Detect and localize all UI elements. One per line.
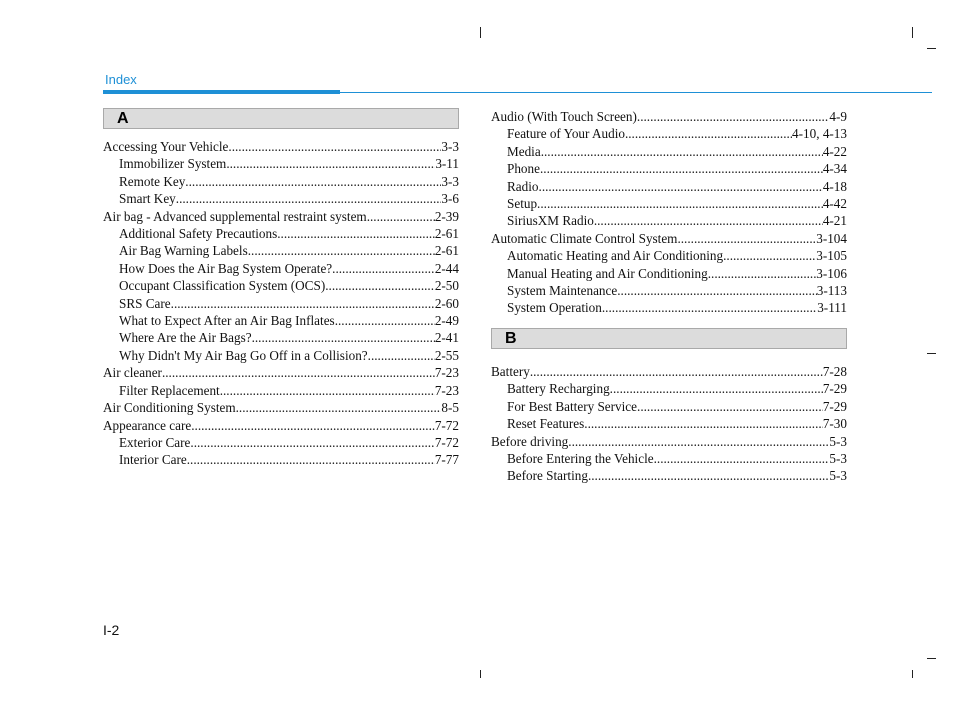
entry-page-ref: 4-21 — [822, 213, 847, 229]
leader-dots — [723, 247, 816, 264]
entry-label: How Does the Air Bag System Operate? — [119, 260, 333, 276]
index-entry — [491, 363, 847, 380]
entry-label: Where Are the Air Bags? — [119, 330, 252, 346]
crop-mark — [927, 48, 936, 49]
leader-dots — [537, 195, 823, 212]
entry-label: Air bag - Advanced supplemental restraint system — [103, 208, 367, 224]
entry-page-ref: 4-22 — [822, 143, 847, 159]
index-subentry — [491, 467, 847, 484]
leader-dots — [162, 364, 435, 381]
leader-dots — [252, 329, 435, 346]
index-subentry — [491, 282, 847, 299]
leader-dots — [602, 299, 817, 316]
index-subentry — [103, 155, 459, 172]
index-entry — [491, 230, 847, 247]
index-subentry — [103, 312, 459, 329]
index-subentry — [491, 398, 847, 415]
entry-page-ref: 2-41 — [434, 330, 459, 346]
leader-dots — [617, 282, 816, 299]
entry-page-ref: 5-3 — [829, 450, 847, 466]
crop-mark — [912, 670, 913, 678]
entry-page-ref: 3-111 — [817, 300, 847, 316]
index-subentry — [491, 265, 847, 282]
entry-page-ref: 4-34 — [822, 161, 847, 177]
entry-label: SRS Care — [119, 295, 171, 311]
index-entry — [491, 433, 847, 450]
entry-label: Air Conditioning System — [103, 400, 236, 416]
entry-page-ref: 5-3 — [829, 468, 847, 484]
index-subentry — [103, 382, 459, 399]
entry-page-ref: 7-23 — [434, 365, 459, 381]
index-subentry — [103, 225, 459, 242]
entry-page-ref: 4-42 — [822, 196, 847, 212]
entry-page-ref: 3-113 — [816, 283, 847, 299]
entry-page-ref: 5-3 — [829, 433, 847, 449]
leader-dots — [368, 347, 435, 364]
index-subentry — [103, 277, 459, 294]
crop-mark — [927, 353, 936, 354]
index-entry — [491, 108, 847, 125]
entry-label: Reset Features — [507, 416, 585, 432]
leader-dots — [588, 467, 829, 484]
leader-dots — [594, 212, 823, 229]
leader-dots — [220, 382, 435, 399]
index-entries-a — [103, 138, 459, 469]
entry-page-ref: 3-3 — [441, 173, 459, 189]
index-subentry — [103, 451, 459, 468]
index-subentry — [103, 260, 459, 277]
leader-dots — [584, 415, 823, 432]
leader-dots — [568, 433, 829, 450]
leader-dots — [332, 260, 435, 277]
entry-label: Manual Heating and Air Conditioning — [507, 265, 708, 281]
entry-label: Interior Care — [119, 452, 187, 468]
entry-label: Accessing Your Vehicle — [103, 139, 229, 154]
index-subentry — [491, 160, 847, 177]
entry-label: Phone — [507, 161, 540, 177]
entry-page-ref: 3-104 — [816, 230, 847, 246]
index-column-left — [103, 108, 459, 469]
entry-page-ref: 4-9 — [829, 109, 847, 124]
leader-dots — [677, 230, 816, 247]
entry-page-ref: 2-61 — [434, 226, 459, 242]
index-entry — [103, 138, 459, 155]
leader-dots — [654, 450, 830, 467]
page-number: I-2 — [103, 622, 120, 638]
entry-label: Automatic Heating and Air Conditioning — [507, 248, 724, 264]
leader-dots — [530, 363, 823, 380]
entry-label: Setup — [507, 196, 538, 212]
leader-dots — [541, 143, 823, 160]
index-column-right — [491, 108, 847, 485]
entry-page-ref: 2-50 — [434, 278, 459, 294]
entry-label: Additional Safety Precautions — [119, 226, 278, 242]
entry-label: Filter Replacement — [119, 382, 220, 398]
entry-label: Before Entering the Vehicle — [507, 450, 654, 466]
entry-label: Feature of Your Audio — [507, 126, 625, 142]
index-subentry — [103, 295, 459, 312]
entry-label: System Operation — [507, 300, 602, 316]
entry-label: Before driving — [491, 433, 569, 449]
entry-page-ref: 7-29 — [822, 381, 847, 397]
leader-dots — [637, 108, 830, 125]
leader-dots — [708, 265, 817, 282]
entry-label: Battery — [491, 363, 530, 379]
entry-page-ref: 3-3 — [441, 139, 459, 154]
entry-page-ref: 2-61 — [434, 243, 459, 259]
leader-dots — [335, 312, 435, 329]
index-subentry — [103, 347, 459, 364]
leader-dots — [540, 160, 823, 177]
entry-page-ref: 7-23 — [434, 382, 459, 398]
crop-mark — [480, 670, 481, 678]
index-subentry — [491, 247, 847, 264]
leader-dots — [367, 208, 435, 225]
index-subentry — [491, 178, 847, 195]
entry-page-ref: 3-11 — [435, 156, 459, 172]
index-entry — [103, 364, 459, 381]
entry-page-ref: 2-55 — [434, 347, 459, 363]
leader-dots — [610, 380, 823, 397]
header-rule-thick — [103, 90, 340, 94]
entry-label: Battery Recharging — [507, 381, 610, 397]
section-letter-b: B — [491, 328, 847, 349]
crop-mark — [927, 658, 936, 659]
index-entry — [103, 208, 459, 225]
entry-page-ref: 4-18 — [822, 178, 847, 194]
index-subentry — [103, 173, 459, 190]
entry-page-ref: 7-72 — [434, 434, 459, 450]
index-subentry — [491, 212, 847, 229]
entry-page-ref: 4-10, 4-13 — [792, 126, 847, 142]
leader-dots — [191, 417, 435, 434]
entry-label: For Best Battery Service — [507, 398, 638, 414]
entry-page-ref: 3-6 — [441, 191, 459, 207]
leader-dots — [625, 125, 792, 142]
index-subentry — [491, 125, 847, 142]
entry-label: Media — [507, 143, 541, 159]
leader-dots — [325, 277, 435, 294]
leader-dots — [187, 451, 435, 468]
index-subentry — [491, 143, 847, 160]
leader-dots — [236, 399, 442, 416]
entry-page-ref: 2-44 — [434, 260, 459, 276]
entry-label: Why Didn't My Air Bag Go Off in a Collision? — [119, 347, 368, 363]
leader-dots — [176, 190, 442, 207]
leader-dots — [248, 242, 435, 259]
entry-label: Air cleaner — [103, 365, 162, 381]
page-header-title: Index — [105, 72, 137, 87]
entry-page-ref: 8-5 — [441, 400, 459, 416]
index-subentry — [491, 415, 847, 432]
entry-label: Before Starting — [507, 468, 588, 484]
index-subentry — [103, 329, 459, 346]
leader-dots — [539, 178, 823, 195]
crop-mark — [480, 27, 481, 38]
entry-label: Audio (With Touch Screen) — [491, 109, 637, 124]
entry-label: SiriusXM Radio — [507, 213, 594, 229]
index-subentry — [103, 190, 459, 207]
entry-label: Exterior Care — [119, 434, 191, 450]
index-subentry — [491, 450, 847, 467]
leader-dots — [190, 434, 434, 451]
entry-page-ref: 7-77 — [434, 452, 459, 468]
entry-page-ref: 7-30 — [822, 416, 847, 432]
entry-page-ref: 7-28 — [822, 363, 847, 379]
leader-dots — [277, 225, 435, 242]
entry-label: Air Bag Warning Labels — [119, 243, 248, 259]
entry-label: What to Expect After an Air Bag Inflates — [119, 313, 335, 329]
index-subentry — [491, 299, 847, 316]
index-subentry — [103, 434, 459, 451]
entry-page-ref: 3-106 — [816, 265, 847, 281]
index-entry — [103, 399, 459, 416]
entry-label: Radio — [507, 178, 539, 194]
leader-dots — [226, 155, 435, 172]
crop-mark — [912, 27, 913, 38]
leader-dots — [171, 295, 435, 312]
entry-label: System Maintenance — [507, 283, 618, 299]
entry-page-ref: 2-60 — [434, 295, 459, 311]
entry-label: Automatic Climate Control System — [491, 230, 678, 246]
entry-page-ref: 2-49 — [434, 313, 459, 329]
leader-dots — [228, 138, 441, 155]
entry-page-ref: 3-105 — [816, 248, 847, 264]
entry-label: Remote Key — [119, 173, 186, 189]
index-entries-b — [491, 363, 847, 485]
header-rule-thin — [340, 92, 932, 93]
index-subentry — [103, 242, 459, 259]
entry-page-ref: 2-39 — [434, 208, 459, 224]
leader-dots — [185, 173, 441, 190]
section-letter-a: A — [103, 108, 459, 129]
entry-label: Smart Key — [119, 191, 176, 207]
leader-dots — [637, 398, 823, 415]
entry-page-ref: 7-72 — [434, 417, 459, 433]
entry-page-ref: 7-29 — [822, 398, 847, 414]
index-subentry — [491, 195, 847, 212]
entry-label: Appearance care — [103, 417, 192, 433]
entry-label: Immobilizer System — [119, 156, 227, 172]
index-entry — [103, 417, 459, 434]
index-entries-a-continued — [491, 108, 847, 317]
index-subentry — [491, 380, 847, 397]
entry-label: Occupant Classification System (OCS) — [119, 278, 326, 294]
